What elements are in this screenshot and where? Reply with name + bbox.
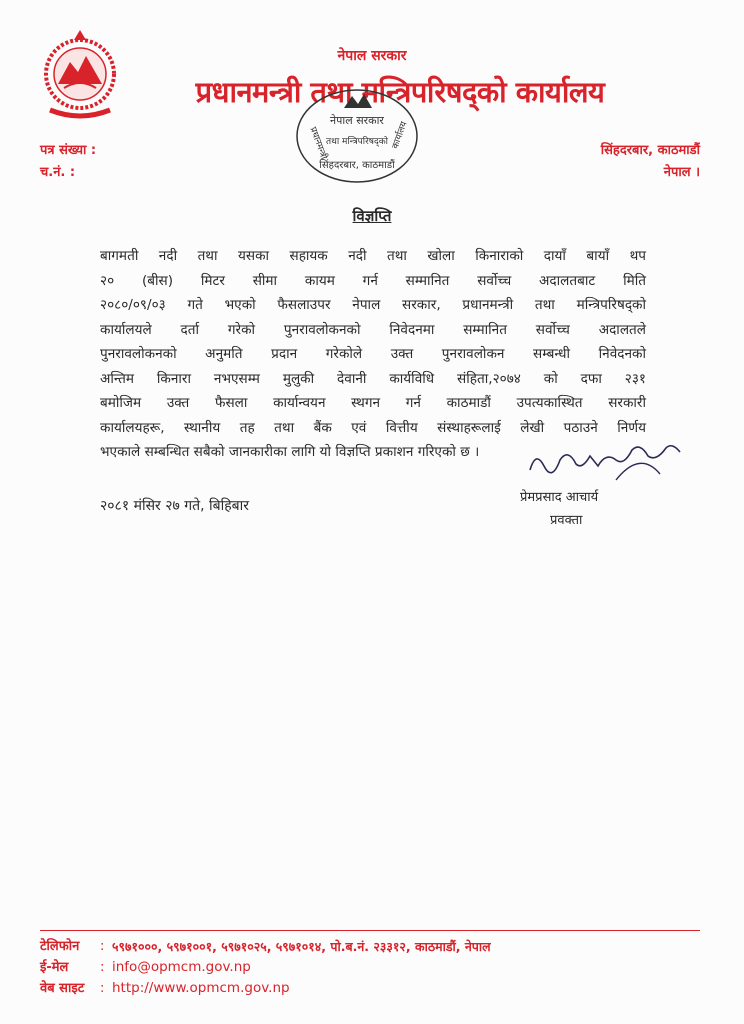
- body-line: २०८०/०९/०३ गते भएको फैसलाउपर नेपाल सरकार, प्रधानमन्त्री तथा मन्त्रिपरिषद्को: [100, 297, 646, 313]
- dispatch-number-label: च.नं. :: [40, 165, 76, 180]
- stamp-line-5: सिंहदरबार, काठमाडौं: [319, 160, 395, 171]
- body-line: कार्यालयले दर्ता गरेको पुनरावलोकनको निवेदनमा सम्मानित सर्वोच्च अदालतले: [100, 321, 646, 338]
- signatory-name: प्रेमप्रसाद आचार्य: [520, 490, 599, 505]
- footer-contact: टेलिफोन : ५९७१०००, ५९७१००१, ५९७१०२५, ५९७१०१४, पो.ब.नं. २३३१२, काठमाडौं, नेपाल ई-मेल : info@opmcm.gov.np वेब साइट : http://www.opmcm.gov.np: [40, 936, 491, 999]
- handwritten-signature: [520, 430, 690, 490]
- office-stamp: [292, 86, 422, 186]
- body-line: कार्यालयहरू, स्थानीय तह तथा बैंक एवं वित्तीय संस्थाहरूलाई लेखी पठाउने निर्णय: [100, 419, 646, 436]
- body-line: भएकाले सम्बन्धित सबैको जानकारीका लागि यो विज्ञप्ति प्रकाशन गरिएको छ ।: [100, 444, 480, 460]
- body-line: बागमती नदी तथा यसका सहायक नदी तथा खोला किनाराको दायाँ बायाँ थप: [100, 248, 646, 264]
- body-line: २० (बीस) मिटर सीमा कायम गर्न सम्मानित सर्वोच्च अदालतबाट मिति: [100, 272, 646, 289]
- website-label: वेब साइट: [40, 981, 85, 996]
- address-line-1: सिंहदरबार, काठमाडौं: [600, 143, 700, 158]
- website-link[interactable]: http://www.opmcm.gov.np: [112, 980, 290, 996]
- office-address: [601, 140, 700, 184]
- stamp-line-3: तथा मन्त्रिपरिषद्को: [325, 137, 389, 147]
- phone-numbers: ५९७१०००, ५९७१००१, ५९७१०२५, ५९७१०१४, पो.ब.नं. २३३१२, काठमाडौं, नेपाल: [112, 939, 491, 954]
- body-line: अन्तिम किनारा नभएसम्म मुलुकी देवानी कार्यविधि संहिता,२०७४ को दफा २३१: [100, 370, 646, 387]
- nepal-emblem-icon: [40, 26, 120, 122]
- email-link[interactable]: info@opmcm.gov.np: [112, 959, 251, 975]
- signatory-title: प्रवक्ता: [550, 513, 583, 528]
- stamp-line-4: कार्यालय: [390, 120, 410, 151]
- notice-date: २०८१ मंसिर २७ गते, बिहिबार: [100, 498, 250, 514]
- stamp-line-2: प्रधानमन्त्री: [307, 125, 329, 161]
- footer-divider: [40, 930, 700, 931]
- office-name: प्रधानमन्त्री तथा मन्त्रिपरिषद्को कार्यालय: [195, 75, 605, 109]
- government-name: नेपाल सरकार: [337, 48, 407, 64]
- email-label: ई-मेल: [40, 960, 69, 975]
- notice-title: विज्ञप्ति: [352, 207, 392, 225]
- letter-number-label: पत्र संख्या :: [40, 143, 97, 158]
- body-line: बमोजिम उक्त फैसला कार्यान्वयन स्थगन गर्न काठमाडौं उपत्यकास्थित सरकारी: [100, 395, 646, 411]
- address-line-2: नेपाल ।: [663, 165, 700, 180]
- reference-block: [40, 140, 96, 184]
- body-line: पुनरावलोकनको अनुमति प्रदान गरेकोले उक्त पुनरावलोकन सम्बन्धी निवेदनको: [100, 346, 646, 362]
- stamp-line-1: नेपाल सरकार: [330, 114, 384, 127]
- phone-label: टेलिफोन: [40, 939, 80, 954]
